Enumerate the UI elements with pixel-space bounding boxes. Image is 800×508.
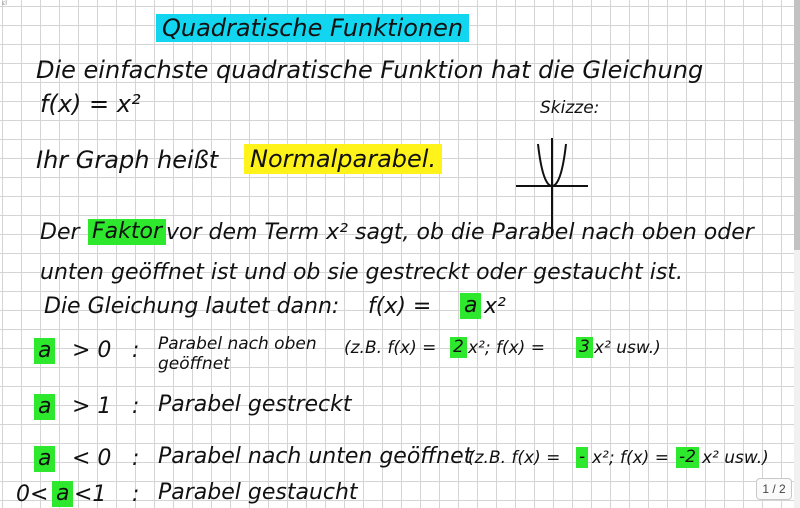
case-a-gt0-desc: Parabel nach oben [158, 334, 317, 354]
corner-mark: ɛl [2, 0, 7, 7]
case-a-gt0-example-v1: 2 [450, 337, 467, 358]
equation-general-a: a [460, 293, 481, 319]
equation-basic: f(x) = x² [40, 90, 141, 118]
case-a-gt1-a: a [34, 394, 55, 420]
case-a-between-colon: : [132, 482, 140, 507]
equation-general-f: f(x) = [368, 294, 432, 319]
factor-sentence: vor dem Term x² sagt, ob die Parabel nach oben oder [166, 220, 754, 245]
case-a-gt1-relation: > 1 [72, 394, 112, 419]
case-a-lt0-example-v2: -2 [676, 447, 699, 468]
case-a-gt0-example-v2: 3 [576, 337, 593, 358]
case-a-gt1-colon: : [132, 394, 140, 419]
case-a-gt0-desc2: geöffnet [158, 354, 230, 374]
page-indicator[interactable]: 1 / 2 [756, 478, 792, 500]
case-a-lt0-colon: : [132, 446, 140, 471]
intro-sentence: Die einfachste quadratische Funktion hat die Gleichung [36, 56, 704, 84]
term-faktor: Faktor [88, 219, 166, 245]
case-a-lt0-relation: < 0 [72, 446, 112, 471]
equation-general-x: x² [484, 294, 506, 319]
case-a-gt0-example-post: x² usw.) [594, 338, 661, 358]
term-normalparabel: Normalparabel. [244, 144, 442, 174]
case-a-lt0-example-v1: - [576, 447, 588, 468]
case-a-between-a: a [52, 481, 73, 507]
open-sentence: unten geöffnet ist und ob sie gestreckt oder gestaucht ist. [40, 260, 683, 285]
case-a-lt0-desc: Parabel nach unten geöffnet [158, 444, 473, 469]
sketch-label: Skizze: [540, 98, 600, 118]
case-a-gt1-desc: Parabel gestreckt [158, 392, 352, 417]
case-a-gt0-colon: : [132, 338, 140, 363]
case-a-gt0-a: a [34, 338, 55, 364]
case-a-gt0-example-pre: (z.B. f(x) = [344, 338, 437, 358]
graph-sentence: Ihr Graph heißt [36, 146, 219, 174]
case-a-lt0-example-pre: (z.B. f(x) = [468, 448, 561, 468]
equation-intro: Die Gleichung lautet dann: [44, 294, 340, 319]
vertical-scrollbar[interactable] [794, 0, 800, 508]
page-title: Quadratische Funktionen [156, 14, 469, 42]
case-a-lt0-a: a [34, 446, 55, 472]
case-a-gt0-example-mid: x²; f(x) = [468, 338, 545, 358]
case-a-lt0-example-mid: x²; f(x) = [592, 448, 669, 468]
case-a-between-desc: Parabel gestaucht [158, 480, 358, 505]
case-a-gt0-relation: > 0 [72, 338, 112, 363]
case-a-lt0-example-post: x² usw.) [702, 448, 769, 468]
factor-prefix: Der [40, 220, 80, 245]
case-a-between-pre: 0< [16, 482, 49, 507]
scrollbar-thumb[interactable] [794, 0, 800, 250]
case-a-between-post: <1 [74, 482, 107, 507]
